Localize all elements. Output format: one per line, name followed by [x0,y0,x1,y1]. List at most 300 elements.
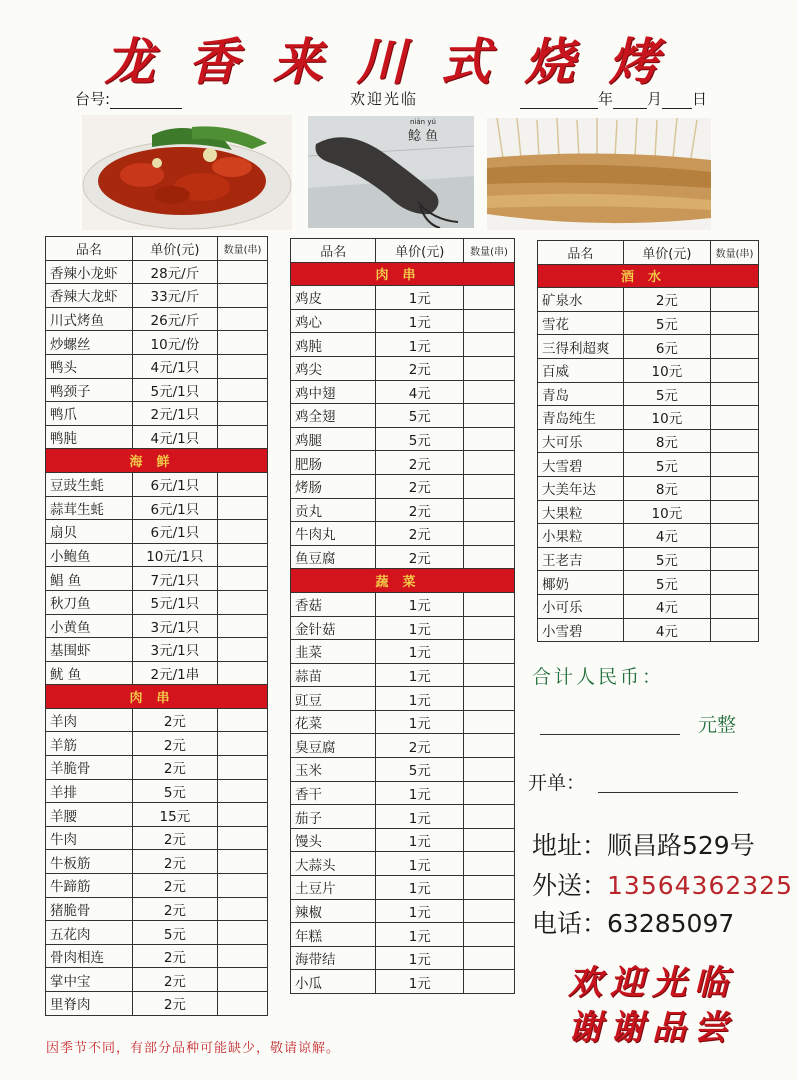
item-price: 2元 [376,734,464,758]
total-blank-line [540,734,680,735]
item-quantity-cell[interactable] [464,923,515,947]
item-quantity-cell[interactable] [464,522,515,546]
menu-item-row [46,756,268,780]
item-price: 28元/斤 [132,260,217,284]
item-quantity-cell[interactable] [464,404,515,428]
item-name: 海带结 [291,946,376,970]
item-quantity-cell[interactable] [218,567,268,591]
item-name: 羊筋 [46,732,133,756]
item-quantity-cell[interactable] [464,710,515,734]
price-column-header: 单价(元) [132,237,217,261]
item-quantity-cell[interactable] [218,897,268,921]
menu-item-row [538,476,759,500]
item-quantity-cell[interactable] [218,850,268,874]
item-price: 2元 [132,826,217,850]
item-price: 2元/1串 [132,661,217,685]
item-name: 羊肉 [46,708,133,732]
item-name: 牛肉 [46,826,133,850]
address: 地址：顺昌路529号 [532,831,755,860]
menu-item-row [46,874,268,898]
closing-thanks: 谢谢品尝 [568,1008,736,1048]
bill-blank-line [598,792,738,793]
item-price: 1元 [376,805,464,829]
menu-item-row [538,382,759,406]
item-price: 2元 [376,356,464,380]
item-price: 2元 [132,968,217,992]
item-quantity-cell[interactable] [218,331,268,355]
item-quantity-cell[interactable] [218,874,268,898]
menu-item-row [46,496,268,520]
item-quantity-cell[interactable] [711,311,759,335]
item-price: 4元/1只 [132,354,217,378]
item-name: 花菜 [291,710,376,734]
item-quantity-cell[interactable] [218,260,268,284]
item-price: 10元 [623,358,710,382]
item-quantity-cell[interactable] [711,618,759,642]
item-quantity-cell[interactable] [218,638,268,662]
item-quantity-cell[interactable] [464,427,515,451]
item-name: 肥肠 [291,451,376,475]
item-name: 牛板筋 [46,850,133,874]
menu-item-row [46,284,268,308]
menu-item-row [291,380,515,404]
item-price: 3元/1只 [132,638,217,662]
item-price: 1元 [376,923,464,947]
item-quantity-cell[interactable] [218,708,268,732]
item-name: 鸡腿 [291,427,376,451]
menu-item-row [291,876,515,900]
table-number-label: 台号: [75,90,111,108]
item-price: 6元/1只 [132,496,217,520]
item-name: 炒螺丝 [46,331,133,355]
item-quantity-cell[interactable] [464,474,515,498]
item-price: 2元 [132,992,217,1016]
item-price: 2元 [132,944,217,968]
item-quantity-cell[interactable] [218,921,268,945]
item-price: 2元 [132,732,217,756]
item-quantity-cell[interactable] [464,333,515,357]
header-row [0,88,797,110]
item-quantity-cell[interactable] [218,472,268,496]
item-price: 2元 [132,850,217,874]
item-quantity-cell[interactable] [464,640,515,664]
item-price: 5元 [623,311,710,335]
item-name: 基围虾 [46,638,133,662]
fish-caption-pinyin: nián yú [410,118,436,126]
menu-item-row [291,687,515,711]
item-price: 5元 [623,571,710,595]
item-name: 茄子 [291,805,376,829]
menu-item-row [538,429,759,453]
item-quantity-cell[interactable] [218,496,268,520]
item-quantity-cell[interactable] [218,543,268,567]
menu-item-row [291,356,515,380]
item-quantity-cell[interactable] [464,356,515,380]
menu-item-row [46,307,268,331]
item-quantity-cell[interactable] [711,476,759,500]
qty-column-header: 数量(串) [711,241,759,265]
item-name: 扇贝 [46,520,133,544]
item-quantity-cell[interactable] [464,663,515,687]
date-field [520,88,707,109]
item-name: 鸡心 [291,309,376,333]
menu-item-row [46,425,268,449]
name-column-header: 品名 [291,239,376,263]
menu-item-row [538,547,759,571]
category-header-row [291,569,515,593]
menu-item-row [46,614,268,638]
item-name: 鸭颈子 [46,378,133,402]
item-price: 4元 [623,618,710,642]
item-quantity-cell[interactable] [711,429,759,453]
item-price: 1元 [376,616,464,640]
name-column-header: 品名 [538,241,624,265]
category-header-row [46,685,268,709]
item-quantity-cell[interactable] [218,307,268,331]
item-price: 2元 [376,498,464,522]
item-name: 大雪碧 [538,453,624,477]
phone-line [532,904,734,940]
qty-column-header: 数量(串) [464,239,515,263]
item-name: 鲳 鱼 [46,567,133,591]
item-quantity-cell[interactable] [464,899,515,923]
item-price: 1元 [376,946,464,970]
item-name: 香干 [291,781,376,805]
item-quantity-cell[interactable] [218,803,268,827]
item-name: 三得利超爽 [538,335,624,359]
item-price: 5元 [376,427,464,451]
item-name: 香辣小龙虾 [46,260,133,284]
menu-item-row [46,708,268,732]
menu-item-row [291,333,515,357]
item-price: 1元 [376,876,464,900]
item-quantity-cell[interactable] [464,852,515,876]
item-name: 五花肉 [46,921,133,945]
item-name: 雪花 [538,311,624,335]
item-price: 15元 [132,803,217,827]
menu-item-row [291,616,515,640]
item-price: 1元 [376,640,464,664]
item-quantity-cell[interactable] [218,378,268,402]
item-name: 臭豆腐 [291,734,376,758]
item-quantity-cell[interactable] [218,425,268,449]
item-quantity-cell[interactable] [711,335,759,359]
menu-item-row [291,710,515,734]
menu-item-row [291,404,515,428]
menu-item-row [46,779,268,803]
menu-item-row [46,897,268,921]
item-price: 7元/1只 [132,567,217,591]
item-quantity-cell[interactable] [218,402,268,426]
item-price: 2元 [376,545,464,569]
menu-item-row [538,406,759,430]
phone-number: 63285097 [607,909,735,938]
menu-item-row [46,944,268,968]
menu-item-row [46,968,268,992]
item-quantity-cell[interactable] [711,453,759,477]
category-title: 肉串 [46,685,268,709]
item-quantity-cell[interactable] [711,524,759,548]
item-price: 2元 [376,474,464,498]
item-price: 5元 [623,453,710,477]
menu-item-row [291,899,515,923]
closing-welcome: 欢迎光临 [568,963,736,1003]
item-quantity-cell[interactable] [711,406,759,430]
item-quantity-cell[interactable] [464,946,515,970]
restaurant-title: 龙香来川式烧烤 [104,32,693,91]
item-quantity-cell[interactable] [218,661,268,685]
item-name: 牛肉丸 [291,522,376,546]
item-price: 2元 [376,522,464,546]
item-price: 6元 [623,335,710,359]
menu-item-row [291,923,515,947]
item-quantity-cell[interactable] [218,732,268,756]
qty-column-header: 数量(串) [218,237,268,261]
item-quantity-cell[interactable] [711,382,759,406]
item-quantity-cell[interactable] [218,826,268,850]
item-quantity-cell[interactable] [464,876,515,900]
item-quantity-cell[interactable] [464,545,515,569]
item-quantity-cell[interactable] [711,571,759,595]
item-price: 1元 [376,828,464,852]
item-quantity-cell[interactable] [711,358,759,382]
item-price: 1元 [376,687,464,711]
menu-table-left [45,236,268,1016]
item-price: 4元 [376,380,464,404]
item-name: 韭菜 [291,640,376,664]
footnote: 因季节不同，有部分品种可能缺少，敬请谅解。 [46,1041,341,1056]
item-name: 大可乐 [538,429,624,453]
item-price: 10元 [623,500,710,524]
item-name: 鸭头 [46,354,133,378]
welcome-text: 欢迎光临 [350,90,419,108]
menu-item-row [291,286,515,310]
item-name: 豇豆 [291,687,376,711]
item-quantity-cell[interactable] [464,592,515,616]
item-price: 1元 [376,852,464,876]
menu-table-right [537,240,759,642]
item-price: 1元 [376,333,464,357]
menu-item-row [538,594,759,618]
menu-item-row [538,524,759,548]
item-name: 玉米 [291,758,376,782]
item-price: 5元 [132,779,217,803]
item-price: 1元 [376,592,464,616]
item-quantity-cell[interactable] [464,734,515,758]
menu-item-row [538,288,759,312]
item-quantity-cell[interactable] [711,500,759,524]
delivery-label: 外送： [532,871,608,900]
day-label: 日 [692,90,708,108]
item-price: 6元/1只 [132,520,217,544]
item-name: 椰奶 [538,571,624,595]
menu-item-row [291,451,515,475]
menu-item-row [46,402,268,426]
year-label: 年 [598,90,614,108]
item-name: 矿泉水 [538,288,624,312]
item-price: 5元/1只 [132,378,217,402]
item-quantity-cell[interactable] [464,781,515,805]
item-name: 掌中宝 [46,968,133,992]
total-label: 合计人民币： [532,666,665,688]
menu-item-row [291,758,515,782]
menu-item-row [291,498,515,522]
item-price: 3元/1只 [132,614,217,638]
item-price: 5元/1只 [132,590,217,614]
item-name: 年糕 [291,923,376,947]
menu-item-row [46,354,268,378]
item-name: 小可乐 [538,594,624,618]
item-price: 5元 [376,758,464,782]
item-quantity-cell[interactable] [711,288,759,312]
item-quantity-cell[interactable] [464,687,515,711]
item-quantity-cell[interactable] [464,380,515,404]
item-name: 大美年达 [538,476,624,500]
item-name: 鱼豆腐 [291,545,376,569]
item-price: 2元 [623,288,710,312]
menu-item-row [291,592,515,616]
menu-item-row [538,618,759,642]
item-price: 2元 [132,708,217,732]
day-blank [662,90,692,109]
item-quantity-cell[interactable] [464,498,515,522]
item-quantity-cell[interactable] [218,944,268,968]
item-name: 猪脆骨 [46,897,133,921]
item-quantity-cell[interactable] [711,594,759,618]
menu-item-row [46,378,268,402]
item-price: 10元/1只 [132,543,217,567]
item-quantity-cell[interactable] [464,758,515,782]
menu-item-row [291,946,515,970]
item-name: 蒜苗 [291,663,376,687]
item-name: 川式烤鱼 [46,307,133,331]
item-name: 鸡尖 [291,356,376,380]
skewers-photo [487,118,711,230]
item-quantity-cell[interactable] [218,968,268,992]
crayfish-photo [82,115,292,230]
item-price: 1元 [376,663,464,687]
item-price: 5元 [132,921,217,945]
menu-item-row [46,661,268,685]
menu-item-row [46,260,268,284]
item-quantity-cell[interactable] [218,779,268,803]
item-name: 羊腰 [46,803,133,827]
item-quantity-cell[interactable] [218,590,268,614]
item-name: 鸡中翅 [291,380,376,404]
total-unit: 元整 [698,714,737,736]
menu-item-row [291,852,515,876]
menu-item-row [291,781,515,805]
item-quantity-cell[interactable] [464,970,515,994]
item-name: 香辣大龙虾 [46,284,133,308]
table-number-blank [110,90,182,109]
item-name: 鱿 鱼 [46,661,133,685]
item-name: 小黄鱼 [46,614,133,638]
item-name: 鸭肫 [46,425,133,449]
menu-item-row [538,358,759,382]
item-price: 33元/斤 [132,284,217,308]
item-quantity-cell[interactable] [218,614,268,638]
item-quantity-cell[interactable] [464,616,515,640]
column-header-row [538,241,759,265]
item-quantity-cell[interactable] [218,284,268,308]
menu-item-row [46,331,268,355]
menu-item-row [291,640,515,664]
item-name: 贡丸 [291,498,376,522]
menu-item-row [46,520,268,544]
item-quantity-cell[interactable] [464,805,515,829]
name-column-header: 品名 [46,237,133,261]
delivery-line [532,866,793,902]
menu-item-row [291,805,515,829]
item-name: 里脊肉 [46,992,133,1016]
menu-item-row [46,826,268,850]
item-price: 10元 [623,406,710,430]
category-title: 肉串 [291,262,515,286]
item-name: 青岛 [538,382,624,406]
item-name: 青岛纯生 [538,406,624,430]
table-number-field [75,88,182,109]
item-price: 2元 [132,874,217,898]
delivery-phone: 13564362325 [607,871,793,900]
item-name: 烤肠 [291,474,376,498]
month-label: 月 [647,90,663,108]
menu-item-row [538,453,759,477]
menu-item-row [46,803,268,827]
item-quantity-cell[interactable] [218,520,268,544]
item-name: 大果粒 [538,500,624,524]
column-header-row [291,239,515,263]
item-quantity-cell[interactable] [464,451,515,475]
item-name: 小鲍鱼 [46,543,133,567]
item-name: 牛蹄筋 [46,874,133,898]
item-quantity-cell[interactable] [711,547,759,571]
item-price: 1元 [376,899,464,923]
menu-item-row [538,335,759,359]
item-price: 2元/1只 [132,402,217,426]
category-header-row [291,262,515,286]
item-price: 10元/份 [132,331,217,355]
phone-label: 电话： [532,909,608,938]
item-quantity-cell[interactable] [464,309,515,333]
item-price: 2元 [376,451,464,475]
item-name: 蒜茸生蚝 [46,496,133,520]
item-price: 4元 [623,524,710,548]
item-name: 小雪碧 [538,618,624,642]
item-quantity-cell[interactable] [218,756,268,780]
menu-item-row [46,921,268,945]
item-name: 骨肉相连 [46,944,133,968]
item-price: 8元 [623,476,710,500]
item-name: 王老吉 [538,547,624,571]
item-name: 鸡全翅 [291,404,376,428]
menu-item-row [291,734,515,758]
item-quantity-cell[interactable] [464,286,515,310]
catfish-photo [308,116,474,228]
item-quantity-cell[interactable] [464,828,515,852]
item-quantity-cell[interactable] [218,992,268,1016]
menu-item-row [46,638,268,662]
item-name: 小果粒 [538,524,624,548]
menu-item-row [291,545,515,569]
item-price: 4元/1只 [132,425,217,449]
item-quantity-cell[interactable] [218,354,268,378]
item-price: 1元 [376,710,464,734]
menu-item-row [46,543,268,567]
menu-item-row [291,663,515,687]
item-price: 2元 [132,756,217,780]
item-name: 辣椒 [291,899,376,923]
